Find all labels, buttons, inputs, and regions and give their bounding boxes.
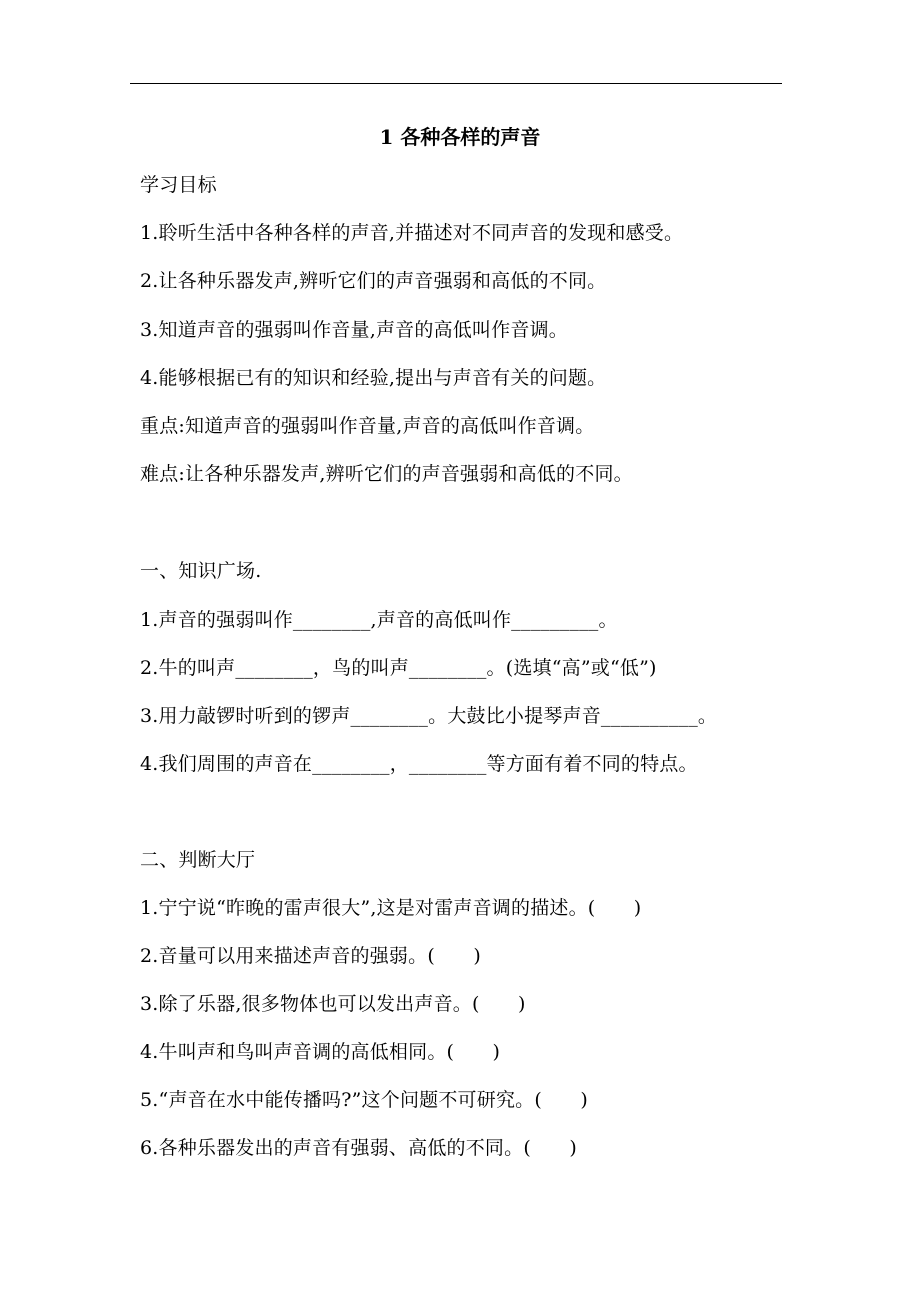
true-false-question: 4.牛叫声和鸟叫声音调的高低相同。( ) xyxy=(140,1041,501,1063)
true-false-question: 5.“声音在水中能传播吗?”这个问题不可研究。( ) xyxy=(140,1089,588,1111)
section2-heading: 二、判断大厅 xyxy=(140,849,256,871)
objective-item: 2.让各种乐器发声,辨听它们的声音强弱和高低的不同。 xyxy=(140,270,607,292)
key-point: 重点:知道声音的强弱叫作音量,声音的高低叫作音调。 xyxy=(140,415,595,437)
objective-item: 4.能够根据已有的知识和经验,提出与声音有关的问题。 xyxy=(140,367,607,389)
true-false-question: 1.宁宁说“昨晚的雷声很大”,这是对雷声音调的描述。( ) xyxy=(140,897,642,919)
section1-heading: 一、知识广场. xyxy=(140,560,262,582)
fill-blank-question: 3.用力敲锣时听到的锣声________。大鼓比小提琴声音__________。 xyxy=(140,705,718,727)
true-false-question: 3.除了乐器,很多物体也可以发出声音。( ) xyxy=(140,993,526,1015)
fill-blank-question: 1.声音的强弱叫作________,声音的高低叫作_________。 xyxy=(140,609,618,631)
page-title: 1 各种各样的声音 xyxy=(379,125,541,149)
objective-item: 1.聆听生活中各种各样的声音,并描述对不同声音的发现和感受。 xyxy=(140,222,684,244)
fill-blank-question: 4.我们周围的声音在________，________等方面有着不同的特点。 xyxy=(140,753,698,775)
objective-item: 3.知道声音的强弱叫作音量,声音的高低叫作音调。 xyxy=(140,319,568,341)
true-false-question: 6.各种乐器发出的声音有强弱、高低的不同。( ) xyxy=(140,1137,577,1159)
true-false-question: 2.音量可以用来描述声音的强弱。( ) xyxy=(140,945,481,967)
objectives-heading: 学习目标 xyxy=(140,174,217,196)
fill-blank-question: 2.牛的叫声________，鸟的叫声________。(选填“高”或“低”) xyxy=(140,657,657,679)
difficult-point: 难点:让各种乐器发声,辨听它们的声音强弱和高低的不同。 xyxy=(140,463,633,485)
top-rule xyxy=(130,83,782,84)
